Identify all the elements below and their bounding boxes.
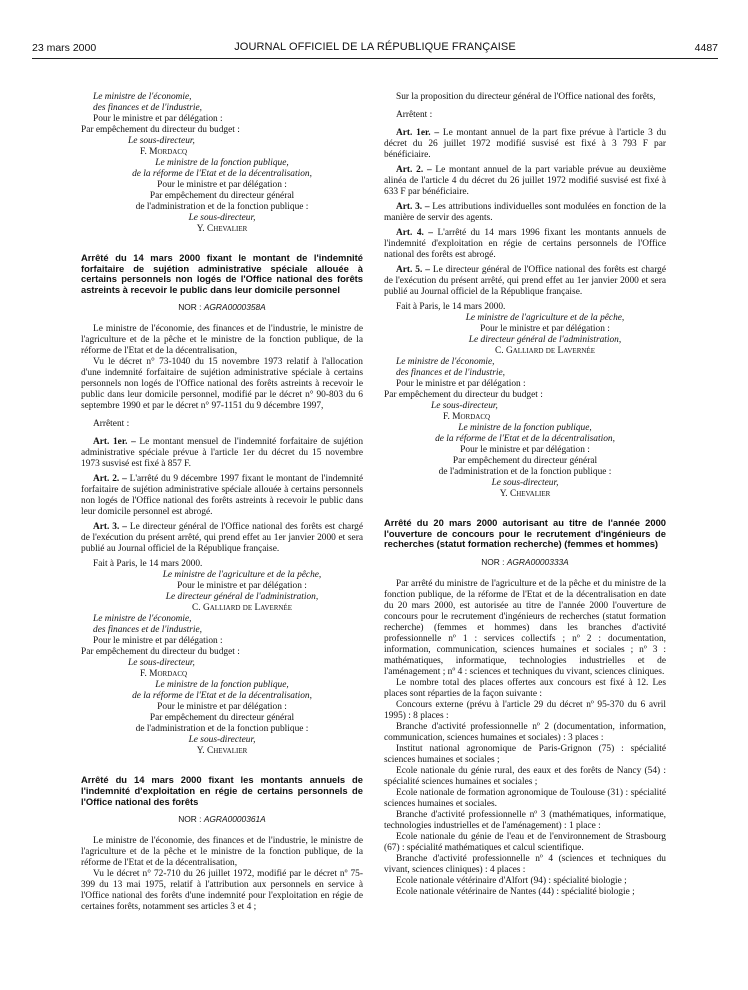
- signature-line: Le sous-directeur,: [188, 735, 256, 746]
- signature-line: Par empêchement du directeur du budget :: [81, 647, 240, 658]
- signature-line: Le directeur général de l'administration,: [165, 592, 319, 603]
- signature-line: Le sous-directeur,: [128, 658, 195, 669]
- paragraph: Le ministre de l'économie, des finances et de l'industrie, le ministre de l'agriculture et de la pêche et le ministre de la fonction publique, de la réforme de l'Etat et de la décentralisation,: [81, 324, 363, 357]
- signature-line: Le ministre de l'économie,: [93, 614, 192, 625]
- decree-361: [81, 775, 363, 913]
- nor-reference: NOR : AGRA0000358A: [178, 302, 266, 313]
- paragraph: Ecole nationale du génie rural, des eaux et des forêts de Nancy (54) : spécialité sciences humaines et sociales ;: [384, 765, 666, 787]
- paragraph: Ecole nationale du génie de l'eau et de l'environnement de Strasbourg (67) : spécialité mathématiques et calcul scientifique.: [384, 831, 666, 853]
- journal-title: JOURNAL OFFICIEL DE LA RÉPUBLIQUE FRANÇAISE: [234, 41, 516, 53]
- article-3: Art. 3. – Le directeur général de l'Office national des forêts est chargé de l'exécution du présent arrêté, qui prend effet au 1er janvier 2000 et sera publié au Journal officiel de la République française.: [81, 522, 364, 555]
- article-3: Art. 3. – Les attributions individuelles sont modulées en fonction de la manière de servir des agents.: [384, 202, 667, 223]
- signature-line: Par empêchement du directeur général: [149, 713, 295, 724]
- article-5: Art. 5. – Le directeur général de l'Office national des forêts est chargé de l'exécution du présent arrêté, qui prend effet au 1er janvier 2000 et sera publié au Journal officiel de la République française.: [384, 265, 667, 297]
- signature-line: Pour le ministre et par délégation :: [157, 180, 287, 190]
- signature-line: Pour le ministre et par délégation :: [480, 324, 610, 334]
- signatory-name: F. Mordacq: [140, 147, 188, 157]
- decree-title: Arrêté du 14 mars 2000 fixant le montant de l'indemnité forfaitaire de sujétion administrative spéciale allouée à certains personnels non logés de l'Office national des forêts astreints à recevoir le public dans leur domicile personnel: [81, 252, 363, 295]
- signature-line: Le sous-directeur,: [188, 213, 256, 223]
- paragraph: Vu le décret n° 73-1040 du 15 novembre 1973 relatif à l'allocation d'une indemnité forfaitaire de sujétion administrative spéciale à certains personnels non logés de l'Office national des forêts astreints à recevoir le public dans leur domicile personnel, modifié par le décret n° 90-803 du 6 septembre 1990 et par le décret n° 97-1151 du 9 décembre 1997,: [81, 357, 363, 412]
- article-1: Art. 1er. – Le montant annuel de la part fixe prévue à l'article 3 du décret du 26 juillet 1972 modifié susvisé est fixé à 3 793 F par bénéficiaire.: [384, 128, 667, 160]
- signatory-name: F. Mordacq: [140, 669, 188, 680]
- signature-block: [81, 92, 363, 235]
- signature-line: Pour le ministre et par délégation :: [93, 636, 223, 647]
- signature-line: des finances et de l'industrie,: [93, 625, 203, 636]
- signature-line: Le ministre de l'agriculture et de la pêche,: [162, 570, 322, 581]
- signature-line: Pour le ministre et par délégation :: [396, 379, 526, 389]
- signature-line: Le ministre de l'économie,: [93, 92, 192, 102]
- signature-line: Le sous-directeur,: [491, 478, 559, 488]
- signature-block: [384, 313, 666, 500]
- signatory-name: Y. Chevalier: [196, 746, 248, 757]
- decree-358: [81, 253, 363, 757]
- paragraph: Ecole nationale vétérinaire d'Alfort (94) : spécialité biologie ;: [396, 875, 627, 886]
- decree-title: Arrêté du 14 mars 2000 fixant les montants annuels de l'indemnité d'exploitation en régie de certains personnels de l'Office national des forêts: [81, 774, 363, 807]
- signature-line: Par empêchement du directeur général: [149, 191, 295, 201]
- signature-line: Le sous-directeur,: [431, 401, 498, 411]
- signature-line: de l'administration et de la fonction publique :: [135, 202, 309, 212]
- signature-line: Le sous-directeur,: [128, 136, 195, 146]
- date-place: Fait à Paris, le 14 mars 2000.: [396, 302, 506, 312]
- signatory-name: F. Mordacq: [443, 412, 491, 422]
- right-column: [384, 92, 666, 898]
- signatory-name: C. Galliard de Lavernée: [192, 603, 292, 614]
- page-number: 4487: [694, 42, 718, 54]
- article-2: Art. 2. – Le montant annuel de la part variable prévue au deuxième alinéa de l'article 4 du décret du 26 juillet 1972 modifié susvisé est fixé à 633 F par bénéficiaire.: [384, 165, 667, 197]
- page-header: [32, 38, 718, 59]
- signature-line: Pour le ministre et par délégation :: [460, 445, 590, 455]
- paragraph: Ecole nationale de formation agronomique de Toulouse (31) : spécialité sciences humaines et sociales.: [384, 787, 666, 809]
- signature-line: Le ministre de l'agriculture et de la pêche,: [465, 313, 625, 323]
- signature-line: de la réforme de l'Etat et de la décentralisation,: [132, 691, 312, 702]
- signature-line: Le directeur général de l'administration,: [468, 335, 622, 345]
- signature-line: des finances et de l'industrie,: [93, 103, 203, 113]
- article-4: Art. 4. – L'arrêté du 14 mars 1996 fixant les montants annuels de l'indemnité d'exploitation en régie de certains personnels de l'Office national des forêts est abrogé.: [384, 228, 666, 260]
- signatory-name: C. Galliard de Lavernée: [495, 346, 595, 356]
- nor-reference: NOR : AGRA0000333A: [481, 556, 569, 567]
- signature-line: Le ministre de l'économie,: [396, 357, 495, 367]
- paragraph: Vu le décret n° 72-710 du 26 juillet 1972, modifié par le décret nº 75-399 du 13 mai 1975, relatif à l'attribution aux personnels en service à l'Office national des forêts d'une indemnité pour l'exploitation en régie de certaines forêts, notamment ses articles 3 et 4 ;: [81, 869, 363, 913]
- header-date: 23 mars 2000: [32, 42, 97, 54]
- signature-line: de l'administration et de la fonction publique :: [438, 467, 612, 477]
- decree-333: [384, 518, 666, 898]
- paragraph: Branche d'activité professionnelle nº 3 (mathématiques, informatique, technologies industrielles et de l'aménagement) : 1 place :: [384, 809, 666, 831]
- signatory-name: Y. Chevalier: [196, 224, 248, 234]
- nor-reference: NOR : AGRA0000361A: [178, 814, 266, 825]
- paragraph: Sur la proposition du directeur général de l'Office national des forêts,: [396, 92, 656, 102]
- signature-block: [81, 570, 363, 757]
- paragraph: Branche d'activité professionnelle nº 2 (documentation, information, communication, sciences humaines et sociales) : 3 places :: [384, 721, 666, 743]
- signature-line: Le ministre de la fonction publique,: [155, 680, 289, 691]
- signature-line: de l'administration et de la fonction publique :: [135, 724, 309, 735]
- signature-line: Pour le ministre et par délégation :: [177, 581, 307, 592]
- signature-line: Pour le ministre et par délégation :: [93, 114, 223, 124]
- left-column: [81, 92, 363, 913]
- signature-line: Par empêchement du directeur du budget :: [81, 125, 240, 135]
- signature-line: de la réforme de l'Etat et de la décentralisation,: [132, 169, 312, 179]
- paragraph: Branche d'activité professionnelle nº 4 (sciences et techniques du vivant, sciences cliniques) : 4 places :: [384, 853, 666, 875]
- article-2: Art. 2. – L'arrêté du 9 décembre 1997 fixant le montant de l'indemnité forfaitaire de sujétion administrative spéciale allouée à certains personnels non logés de l'Office national des forêts astreints à recevoir le public dans leur domicile personnel est abrogé.: [81, 474, 363, 518]
- signature-line: Le ministre de la fonction publique,: [458, 423, 592, 433]
- date-place: Fait à Paris, le 14 mars 2000.: [93, 559, 203, 570]
- article-1: Art. 1er. – Le montant mensuel de l'indemnité forfaitaire de sujétion administrative spéciale prévue à l'article 1er du décret du 15 novembre 1973 susvisé est fixé à 857 F.: [81, 437, 364, 470]
- decree-title: Arrêté du 20 mars 2000 autorisant au titre de l'année 2000 l'ouverture de concours pour le recrutement d'ingénieurs de recherches (statut formation recherche) (femmes et hommes): [384, 517, 666, 550]
- signature-line: Pour le ministre et par délégation :: [157, 702, 287, 713]
- signature-line: des finances et de l'industrie,: [396, 368, 506, 378]
- paragraph: Concours externe (prévu à l'article 29 du décret nº 95-370 du 6 avril 1995) : 8 places :: [384, 699, 666, 721]
- arretent-line: Arrêtent :: [93, 419, 130, 430]
- signature-line: Par empêchement du directeur général: [452, 456, 598, 466]
- paragraph: Institut national agronomique de Paris-Grignon (75) : spécialité sciences humaines et sociales ;: [384, 743, 666, 765]
- signatory-name: Y. Chevalier: [499, 489, 551, 499]
- paragraph: Par arrêté du ministre de l'agriculture et de la pêche et du ministre de la fonction publique, de la réforme de l'Etat et de la décentralisation en date du 20 mars 2000, est autorisée au titre de l'année 2000 l'ouverture de concours pour le recrutement d'ingénieurs de recherches (statut formation recherche) (femmes et hommes) dans les branches d'activité professionnelle nº 1 : services collectifs ; nº 2 : documentation, information, communication, sciences humaines et sociales ; nº 3 : mathématiques, informatique, technologies industrielles et de l'aménagement ; nº 4 : sciences et techniques du vivant, sciences cliniques.: [384, 578, 666, 677]
- paragraph: Le nombre total des places offertes aux concours est fixé à 12. Les places sont réparties de la façon suivante :: [384, 677, 666, 699]
- paragraph: Le ministre de l'économie, des finances et de l'industrie, le ministre de l'agriculture et de la pêche et le ministre de la fonction publique, de la réforme de l'Etat et de la décentralisation,: [81, 836, 363, 869]
- signature-line: de la réforme de l'Etat et de la décentralisation,: [435, 434, 615, 444]
- paragraph: Ecole nationale vétérinaire de Nantes (44) : spécialité biologie ;: [396, 886, 635, 897]
- signature-line: Le ministre de la fonction publique,: [155, 158, 289, 168]
- arretent-line: Arrêtent :: [396, 110, 433, 120]
- signature-line: Par empêchement du directeur du budget :: [384, 390, 543, 400]
